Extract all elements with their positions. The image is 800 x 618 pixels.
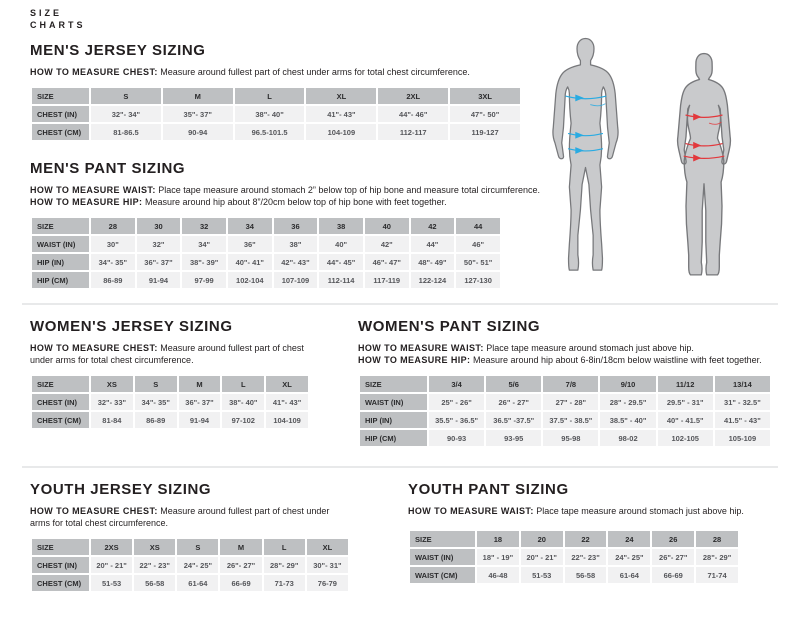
size-corner-cell: SIZE: [360, 376, 427, 392]
value-cell: 29.5" - 31": [658, 394, 713, 410]
value-cell: 44"- 46": [378, 106, 448, 122]
column-header-cell: 20: [521, 531, 563, 547]
value-cell: 34"- 35": [91, 254, 135, 270]
howto-text: Measure around hip about 8”/20cm below top of hip bone with feet together.: [144, 197, 447, 207]
row-label-cell: WAIST (IN): [410, 549, 475, 565]
value-cell: 42"- 43": [274, 254, 318, 270]
value-cell: 35.5" - 36.5": [429, 412, 484, 428]
womens-pant-howto-hip: [358, 354, 778, 366]
howto-label: HOW TO MEASURE WAIST:: [408, 506, 534, 516]
value-cell: 46": [456, 236, 500, 252]
value-cell: 76-79: [307, 575, 348, 591]
value-cell: 127-130: [456, 272, 500, 288]
howto-label: HOW TO MEASURE CHEST:: [30, 506, 158, 516]
table-row: [32, 412, 308, 428]
row-label-cell: WAIST (IN): [32, 236, 89, 252]
mens-pant-title: MEN'S PANT SIZING: [30, 160, 186, 177]
column-header-cell: 32: [182, 218, 226, 234]
column-header-cell: XS: [134, 539, 175, 555]
column-header-cell: 44: [456, 218, 500, 234]
howto-text: Measure around hip about 6-8in/18cm below waistline with feet together.: [472, 355, 762, 365]
value-cell: 56-58: [134, 575, 175, 591]
value-cell: 90-94: [163, 124, 233, 140]
youth-jersey-title: YOUTH JERSEY SIZING: [30, 481, 212, 498]
howto-label: HOW TO MEASURE HIP:: [30, 197, 143, 207]
value-cell: 81-84: [91, 412, 133, 428]
value-cell: 40" - 41.5": [658, 412, 713, 428]
header-row: [360, 376, 770, 392]
column-header-cell: 22: [565, 531, 607, 547]
mens-section: [30, 42, 540, 290]
table-row: [410, 549, 738, 565]
table-row: [360, 394, 770, 410]
row-label-cell: CHEST (CM): [32, 575, 89, 591]
column-header-cell: L: [264, 539, 305, 555]
size-corner-cell: SIZE: [32, 218, 89, 234]
value-cell: 35"- 37": [163, 106, 233, 122]
column-header-cell: 5/6: [486, 376, 541, 392]
value-cell: 66-69: [652, 567, 694, 583]
logo-line-2: CHARTS: [30, 19, 86, 30]
womens-jersey-size-table: [30, 374, 310, 430]
column-header-cell: 40: [365, 218, 409, 234]
column-header-cell: 2XL: [378, 88, 448, 104]
header-row: [32, 88, 520, 104]
value-cell: 96.5-101.5: [235, 124, 305, 140]
value-cell: 26"- 27": [220, 557, 261, 573]
mens-pant-howto-hip: [30, 196, 522, 208]
table-row: [360, 412, 770, 428]
row-label-cell: WAIST (CM): [410, 567, 475, 583]
column-header-cell: M: [179, 376, 221, 392]
header-row: [32, 376, 308, 392]
column-header-cell: 7/8: [543, 376, 598, 392]
value-cell: 24"- 25": [608, 549, 650, 565]
value-cell: 38": [274, 236, 318, 252]
value-cell: 38.5" - 40": [600, 412, 655, 428]
value-cell: 48"- 49": [411, 254, 455, 270]
womens-pant-size-table: [358, 374, 772, 448]
column-header-cell: L: [222, 376, 264, 392]
value-cell: 20" - 21": [91, 557, 132, 573]
howto-label: HOW TO MEASURE CHEST:: [30, 67, 158, 77]
column-header-cell: 2XS: [91, 539, 132, 555]
column-header-cell: XL: [266, 376, 308, 392]
howto-text: Measure around fullest part of chest under arms for total chest circumference.: [160, 67, 470, 77]
column-header-cell: S: [135, 376, 177, 392]
table-row: [32, 106, 520, 122]
value-cell: 107-109: [274, 272, 318, 288]
column-header-cell: S: [91, 88, 161, 104]
howto-label: HOW TO MEASURE WAIST:: [30, 185, 156, 195]
column-header-cell: XL: [306, 88, 376, 104]
mens-pant-howto-waist: [30, 184, 540, 196]
value-cell: 38"- 40": [222, 394, 264, 410]
row-label-cell: CHEST (IN): [32, 106, 89, 122]
size-corner-cell: SIZE: [32, 539, 89, 555]
table-row: [360, 430, 770, 446]
value-cell: 28"- 29": [696, 549, 738, 565]
value-cell: 26"- 27": [652, 549, 694, 565]
value-cell: 42": [365, 236, 409, 252]
value-cell: 46-48: [477, 567, 519, 583]
value-cell: 102-104: [228, 272, 272, 288]
value-cell: 34"- 35": [135, 394, 177, 410]
table-row: [32, 575, 348, 591]
size-corner-cell: SIZE: [32, 88, 89, 104]
value-cell: 40": [319, 236, 363, 252]
row-label-cell: CHEST (CM): [32, 124, 89, 140]
column-header-cell: XL: [307, 539, 348, 555]
value-cell: 41"- 43": [266, 394, 308, 410]
mens-jersey-size-table: [30, 86, 522, 142]
header-row: [32, 218, 500, 234]
youth-pant-section: [408, 481, 748, 585]
value-cell: 112-114: [319, 272, 363, 288]
column-header-cell: 42: [411, 218, 455, 234]
column-header-cell: S: [177, 539, 218, 555]
value-cell: 71-73: [264, 575, 305, 591]
row-label-cell: WAIST (IN): [360, 394, 427, 410]
header-row: [32, 539, 348, 555]
value-cell: 28" - 29.5": [600, 394, 655, 410]
row-label-cell: CHEST (CM): [32, 412, 89, 428]
value-cell: 27" - 28": [543, 394, 598, 410]
value-cell: 50"- 51": [456, 254, 500, 270]
column-header-cell: XS: [91, 376, 133, 392]
value-cell: 41.5" - 43": [715, 412, 770, 428]
size-corner-cell: SIZE: [32, 376, 89, 392]
howto-label: HOW TO MEASURE WAIST:: [358, 343, 484, 353]
youth-pant-howto: [408, 505, 748, 517]
column-header-cell: M: [163, 88, 233, 104]
value-cell: 22"- 23": [565, 549, 607, 565]
value-cell: 36"- 37": [137, 254, 181, 270]
column-header-cell: 28: [91, 218, 135, 234]
table-row: [32, 254, 500, 270]
section-divider: [22, 303, 778, 305]
value-cell: 97-102: [222, 412, 264, 428]
mens-jersey-howto: [30, 66, 522, 78]
value-cell: 34": [182, 236, 226, 252]
value-cell: 25" - 26": [429, 394, 484, 410]
value-cell: 22" - 23": [134, 557, 175, 573]
value-cell: 47"- 50": [450, 106, 520, 122]
womens-jersey-section: [30, 318, 310, 430]
male-body-outline: [553, 39, 618, 271]
table-row: [32, 124, 520, 140]
value-cell: 98-02: [600, 430, 655, 446]
womens-pant-title: WOMEN'S PANT SIZING: [358, 318, 541, 335]
value-cell: 119-127: [450, 124, 520, 140]
column-header-cell: 9/10: [600, 376, 655, 392]
female-silhouette-figure: [668, 50, 740, 282]
value-cell: 51-53: [521, 567, 563, 583]
column-header-cell: 13/14: [715, 376, 770, 392]
value-cell: 46"- 47": [365, 254, 409, 270]
value-cell: 26" - 27": [486, 394, 541, 410]
row-label-cell: CHEST (IN): [32, 394, 89, 410]
value-cell: 102-105: [658, 430, 713, 446]
male-silhouette-figure: [543, 36, 628, 282]
table-row: [32, 557, 348, 573]
column-header-cell: 18: [477, 531, 519, 547]
table-row: [32, 394, 308, 410]
size-charts-logo: [30, 8, 86, 31]
youth-jersey-section: [30, 481, 350, 593]
value-cell: 37.5" - 38.5": [543, 412, 598, 428]
value-cell: 81-86.5: [91, 124, 161, 140]
value-cell: 41"- 43": [306, 106, 376, 122]
value-cell: 105-109: [715, 430, 770, 446]
value-cell: 91-94: [179, 412, 221, 428]
value-cell: 40"- 41": [228, 254, 272, 270]
table-row: [32, 272, 500, 288]
value-cell: 61-64: [608, 567, 650, 583]
value-cell: 122-124: [411, 272, 455, 288]
howto-text: Measure around fullest part of chest under arms for total chest circumference.: [30, 506, 330, 528]
column-header-cell: 36: [274, 218, 318, 234]
value-cell: 32"- 33": [91, 394, 133, 410]
howto-text: Measure around fullest part of chest under arms for total chest circumference.: [30, 343, 304, 365]
value-cell: 104-109: [266, 412, 308, 428]
column-header-cell: 11/12: [658, 376, 713, 392]
female-body-outline: [678, 54, 731, 275]
youth-pant-title: YOUTH PANT SIZING: [408, 481, 569, 498]
value-cell: 66-69: [220, 575, 261, 591]
row-label-cell: HIP (IN): [32, 254, 89, 270]
column-header-cell: 28: [696, 531, 738, 547]
youth-jersey-size-table: [30, 537, 350, 593]
column-header-cell: 24: [608, 531, 650, 547]
value-cell: 28"- 29": [264, 557, 305, 573]
row-label-cell: HIP (CM): [32, 272, 89, 288]
section-divider: [22, 466, 778, 468]
row-label-cell: CHEST (IN): [32, 557, 89, 573]
howto-text: Place tape measure around stomach just above hip.: [486, 343, 694, 353]
value-cell: 97-99: [182, 272, 226, 288]
row-label-cell: HIP (CM): [360, 430, 427, 446]
column-header-cell: 26: [652, 531, 694, 547]
value-cell: 61-64: [177, 575, 218, 591]
value-cell: 31" - 32.5": [715, 394, 770, 410]
value-cell: 51-53: [91, 575, 132, 591]
table-row: [410, 567, 738, 583]
howto-text: Place tape measure around stomach just above hip.: [536, 506, 744, 516]
mens-jersey-title: MEN'S JERSEY SIZING: [30, 42, 206, 59]
howto-label: HOW TO MEASURE CHEST:: [30, 343, 158, 353]
howto-label: HOW TO MEASURE HIP:: [358, 355, 471, 365]
value-cell: 56-58: [565, 567, 607, 583]
row-label-cell: HIP (IN): [360, 412, 427, 428]
youth-pant-size-table: [408, 529, 740, 585]
value-cell: 24"- 25": [177, 557, 218, 573]
value-cell: 36": [228, 236, 272, 252]
value-cell: 36"- 37": [179, 394, 221, 410]
womens-jersey-title: WOMEN'S JERSEY SIZING: [30, 318, 233, 335]
value-cell: 95-98: [543, 430, 598, 446]
value-cell: 32"- 34": [91, 106, 161, 122]
howto-text: Place tape measure around stomach 2” below top of hip bone and measure total circumference.: [158, 185, 540, 195]
womens-pant-howto-waist: [358, 342, 778, 354]
mens-pant-size-table: [30, 216, 502, 290]
value-cell: 93-95: [486, 430, 541, 446]
column-header-cell: 38: [319, 218, 363, 234]
value-cell: 44": [411, 236, 455, 252]
womens-jersey-howto: [30, 342, 310, 366]
value-cell: 90-93: [429, 430, 484, 446]
value-cell: 44"- 45": [319, 254, 363, 270]
column-header-cell: 3XL: [450, 88, 520, 104]
logo-line-1: SIZE: [30, 8, 63, 18]
header-row: [410, 531, 738, 547]
value-cell: 112-117: [378, 124, 448, 140]
value-cell: 86-89: [135, 412, 177, 428]
value-cell: 38"- 39": [182, 254, 226, 270]
column-header-cell: 30: [137, 218, 181, 234]
value-cell: 117-119: [365, 272, 409, 288]
column-header-cell: 3/4: [429, 376, 484, 392]
youth-jersey-howto: [30, 505, 350, 529]
value-cell: 30"- 31": [307, 557, 348, 573]
table-row: [32, 236, 500, 252]
value-cell: 36.5" -37.5": [486, 412, 541, 428]
value-cell: 38"- 40": [235, 106, 305, 122]
size-corner-cell: SIZE: [410, 531, 475, 547]
womens-pant-section: [358, 318, 778, 448]
value-cell: 71-74: [696, 567, 738, 583]
column-header-cell: 34: [228, 218, 272, 234]
column-header-cell: M: [220, 539, 261, 555]
value-cell: 104-109: [306, 124, 376, 140]
value-cell: 86-89: [91, 272, 135, 288]
value-cell: 30": [91, 236, 135, 252]
column-header-cell: L: [235, 88, 305, 104]
value-cell: 18" - 19": [477, 549, 519, 565]
value-cell: 91-94: [137, 272, 181, 288]
value-cell: 32": [137, 236, 181, 252]
value-cell: 20" - 21": [521, 549, 563, 565]
